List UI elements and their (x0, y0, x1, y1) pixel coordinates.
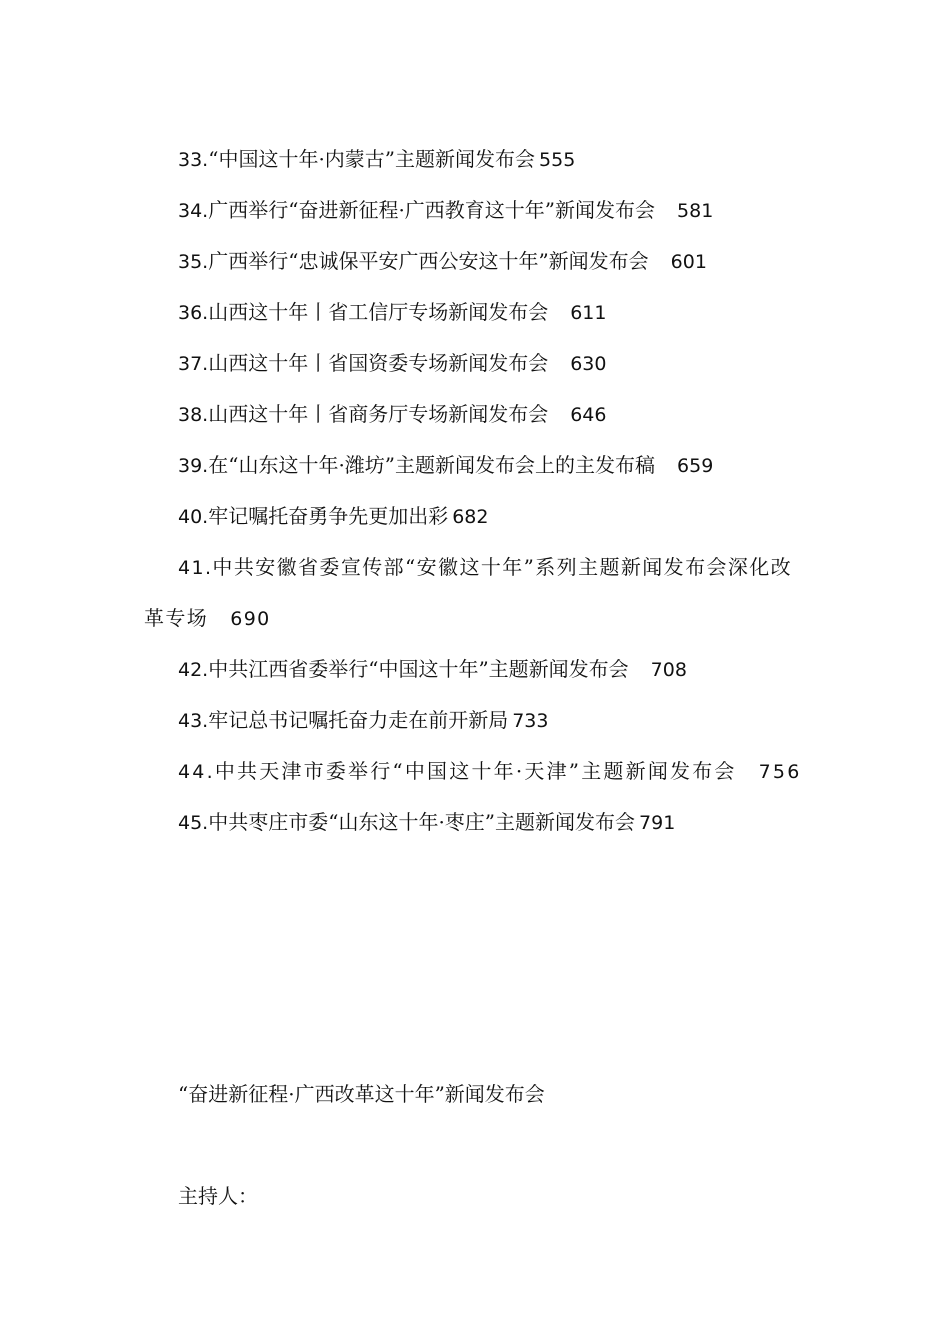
toc-entry-34 (0, 185, 950, 236)
toc-entry-page: 601 (670, 251, 707, 273)
toc-entry-page: 708 (650, 659, 687, 681)
toc-entry-number: 42. (178, 659, 209, 681)
toc-entry-number: 37. (178, 353, 209, 375)
toc-entry-title: 中共安徽省委宣传部“安徽这十年”系列主题新闻发布会深化改革专场 (144, 555, 793, 630)
table-of-contents (0, 134, 950, 848)
toc-entry-title: 山西这十年丨省工信厅专场新闻发布会 (208, 300, 549, 324)
toc-entry-page: 791 (639, 812, 676, 834)
toc-entry-title: “中国这十年·内蒙古”主题新闻发布会 (208, 147, 536, 171)
toc-entry-page: 733 (512, 710, 549, 732)
toc-entry-44 (144, 746, 810, 797)
toc-entry-page: 611 (570, 302, 607, 324)
toc-entry-40 (0, 491, 950, 542)
toc-entry-number: 45. (178, 812, 209, 834)
toc-entry-35 (0, 236, 950, 287)
host-label: 主持人： (178, 1184, 258, 1208)
toc-entry-41 (144, 542, 810, 644)
toc-entry-page: 756 (758, 761, 802, 783)
toc-entry-43 (0, 695, 950, 746)
toc-entry-number: 44. (178, 761, 215, 783)
toc-entry-page: 690 (230, 608, 271, 630)
toc-entry-number: 39. (178, 455, 209, 477)
toc-entry-title: 广西举行“忠诚保平安广西公安这十年”新闻发布会 (208, 249, 649, 273)
toc-entry-title: 广西举行“奋进新征程·广西教育这十年”新闻发布会 (208, 198, 656, 222)
toc-entry-title: 在“山东这十年·潍坊”主题新闻发布会上的主发布稿 (208, 453, 656, 477)
toc-entry-number: 35. (178, 251, 209, 273)
toc-entry-page: 682 (452, 506, 489, 528)
toc-entry-number: 41. (178, 557, 213, 579)
toc-entry-page: 646 (570, 404, 607, 426)
toc-entry-title: 牢记嘱托奋勇争先更加出彩 (208, 504, 449, 528)
toc-entry-title: 山西这十年丨省商务厅专场新闻发布会 (208, 402, 549, 426)
toc-entry-number: 36. (178, 302, 209, 324)
toc-entry-38 (0, 389, 950, 440)
toc-entry-number: 38. (178, 404, 209, 426)
toc-entry-33 (0, 134, 950, 185)
toc-entry-page: 630 (570, 353, 607, 375)
toc-entry-page: 555 (539, 149, 576, 171)
toc-entry-page: 581 (677, 200, 714, 222)
toc-entry-45 (0, 797, 950, 848)
toc-entry-number: 33. (178, 149, 209, 171)
toc-entry-page: 659 (677, 455, 714, 477)
toc-entry-36 (0, 287, 950, 338)
toc-entry-title: 山西这十年丨省国资委专场新闻发布会 (208, 351, 549, 375)
toc-entry-title: 中共江西省委举行“中国这十年”主题新闻发布会 (208, 657, 629, 681)
toc-entry-title: 中共枣庄市委“山东这十年·枣庄”主题新闻发布会 (208, 810, 636, 834)
toc-entry-number: 40. (178, 506, 209, 528)
toc-entry-37 (0, 338, 950, 389)
section-heading: “奋进新征程·广西改革这十年”新闻发布会 (178, 1082, 545, 1106)
toc-entry-title: 中共天津市委举行“中国这十年·天津”主题新闻发布会 (214, 759, 737, 783)
toc-entry-title: 牢记总书记嘱托奋力走在前开新局 (208, 708, 509, 732)
toc-entry-42 (0, 644, 950, 695)
toc-entry-39 (0, 440, 950, 491)
toc-entry-number: 34. (178, 200, 209, 222)
toc-entry-number: 43. (178, 710, 209, 732)
